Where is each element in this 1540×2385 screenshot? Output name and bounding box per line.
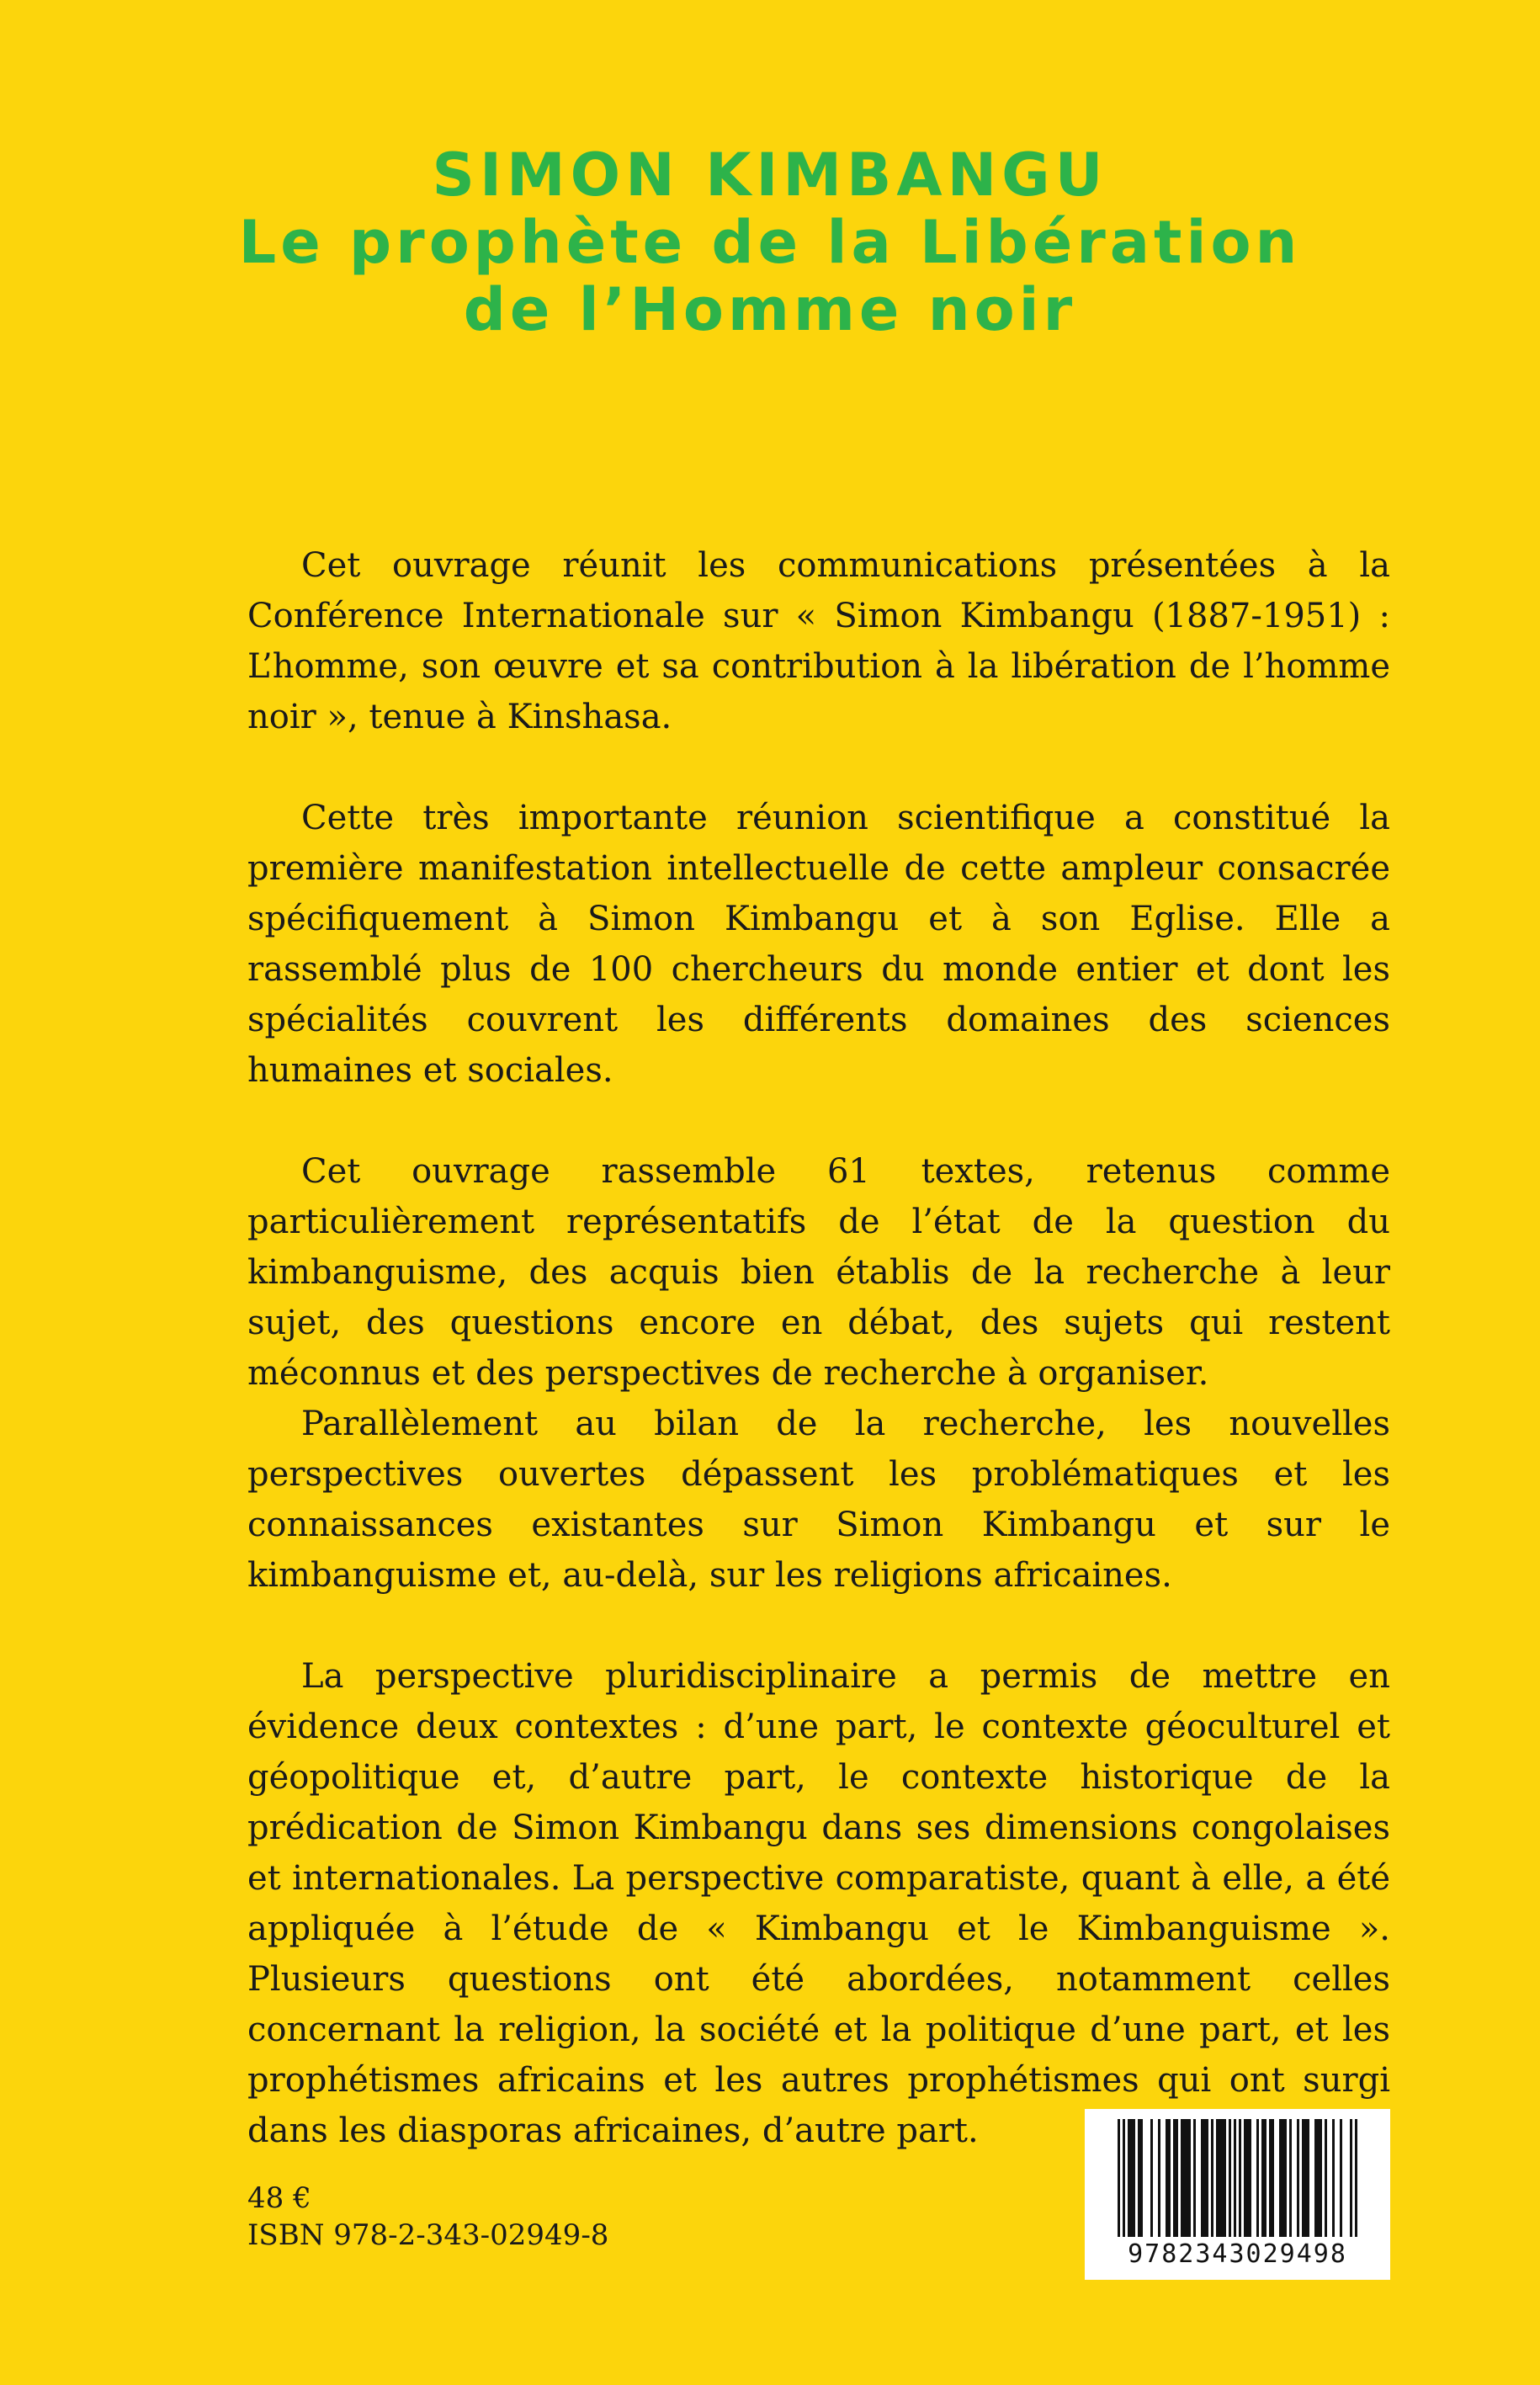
barcode-bar (1314, 2119, 1317, 2237)
paragraph-1: Cet ouvrage réunit les communications présentées à la Conférence Internationale sur « Simon Kimbangu (1887-1951) : L’homme, son œuvre et sa contribution à la libération de l’homme noir », tenue à Kinshasa. (247, 546, 1390, 736)
barcode-bar (1325, 2119, 1327, 2237)
barcode-bar (1264, 2119, 1267, 2237)
barcode-bars (1085, 2109, 1390, 2244)
barcode-bar (1355, 2119, 1357, 2237)
paragraph-2: Cette très importante réunion scientifique a constitué la première manifestation intellectuelle de cette ampleur consacrée spécifiquement à Simon Kimbangu et à son Eglise. Elle a rassemblé plus de 100 chercheurs du monde entier et dont les spécialités couvrent les différents domaines des sciences humaines et sociales. (247, 799, 1390, 1090)
barcode-bar (1234, 2119, 1236, 2237)
paragraph-3: Cet ouvrage rassemble 61 textes, retenus comme particulièrement représentatifs de l’état de la question du kimbanguisme, des acquis bien établis de la recherche à leur sujet, des questions encore en débat, des sujets qui restent méconnus et des perspectives de recherche à organiser. (247, 1152, 1390, 1393)
barcode-bar (1282, 2119, 1284, 2237)
cover-title-block (0, 141, 1540, 343)
barcode-bar (1246, 2119, 1249, 2237)
barcode-bar (1183, 2119, 1186, 2237)
barcode-bar (1256, 2119, 1259, 2237)
barcode-bar (1249, 2119, 1251, 2237)
barcode-bar (1307, 2119, 1309, 2237)
barcode-bar (1297, 2119, 1299, 2237)
barcode-bar (1239, 2119, 1241, 2237)
barcode-bar (1244, 2119, 1246, 2237)
barcode-bar (1140, 2119, 1143, 2237)
barcode-bar (1284, 2119, 1287, 2237)
barcode-bar (1176, 2119, 1178, 2237)
barcode-bar (1279, 2119, 1282, 2237)
barcode-bar (1201, 2119, 1203, 2237)
barcode-bar (1188, 2119, 1191, 2237)
barcode-bar (1317, 2119, 1320, 2237)
barcode-digits: 9782343029498 (1128, 2239, 1347, 2269)
barcode-bar (1216, 2119, 1219, 2237)
barcode-bar (1224, 2119, 1226, 2237)
barcode-bar (1221, 2119, 1224, 2237)
barcode-bar (1289, 2119, 1292, 2237)
barcode-bar (1261, 2119, 1264, 2237)
barcode-bar (1118, 2119, 1120, 2237)
barcode-bar (1130, 2119, 1133, 2237)
book-title: SIMON KIMBANGU (432, 141, 1108, 210)
barcode-bar (1350, 2119, 1352, 2237)
barcode-bar (1203, 2119, 1206, 2237)
barcode-bar (1340, 2119, 1342, 2237)
barcode-bar (1133, 2119, 1135, 2237)
price-label: 48 € (247, 2181, 311, 2215)
barcode-bar (1272, 2119, 1274, 2237)
book-subtitle-line-2: de l’Homme noir (463, 275, 1077, 344)
barcode-bar (1166, 2119, 1168, 2237)
barcode-bar (1332, 2119, 1335, 2237)
barcode-bar (1138, 2119, 1140, 2237)
barcode-bar (1269, 2119, 1272, 2237)
barcode-bar (1128, 2119, 1130, 2237)
barcode-bar (1168, 2119, 1171, 2237)
barcode-bar (1211, 2119, 1213, 2237)
barcode-bar (1229, 2119, 1231, 2237)
back-cover-description (247, 540, 1390, 2156)
price-isbn-block (247, 2180, 608, 2254)
paragraph-4: Parallèlement au bilan de la recherche, les nouvelles perspectives ouvertes dépassent les problématiques et les connaissances existantes sur Simon Kimbangu et sur le kimbanguisme et, au-delà, sur les religions africaines. (247, 1405, 1390, 1595)
barcode-bar (1186, 2119, 1188, 2237)
barcode-bar (1219, 2119, 1221, 2237)
barcode-bar (1150, 2119, 1153, 2237)
barcode-bar (1206, 2119, 1208, 2237)
barcode-bar (1123, 2119, 1125, 2237)
book-subtitle-line-1: Le prophète de la Libération (238, 208, 1302, 277)
paragraph-5: La perspective pluridisciplinaire a permis de mettre en évidence deux contextes : d’une part, le contexte géoculturel et géopolitique et, d’autre part, le contexte historique de la prédication de Simon Kimbangu dans ses dimensions congolaises et internationales. La perspective comparatiste, quant à elle, a été appliquée à l’étude de « Kimbangu et le Kimbanguisme ». Plusieurs questions ont été abordées, notamment celles concernant la religion, la société et la politique d’une part, et les prophétismes africains et les autres prophétismes qui ont surgi dans les diasporas africaines, d’autre part. (247, 1657, 1390, 2150)
barcode-bar (1158, 2119, 1160, 2237)
barcode-bar (1193, 2119, 1196, 2237)
barcode (1085, 2109, 1390, 2280)
barcode-bar (1304, 2119, 1307, 2237)
barcode-bar (1302, 2119, 1304, 2237)
barcode-bar (1181, 2119, 1183, 2237)
barcode-bar (1173, 2119, 1176, 2237)
isbn-label: ISBN 978-2-343-02949-8 (247, 2218, 609, 2252)
barcode-bar (1320, 2119, 1322, 2237)
